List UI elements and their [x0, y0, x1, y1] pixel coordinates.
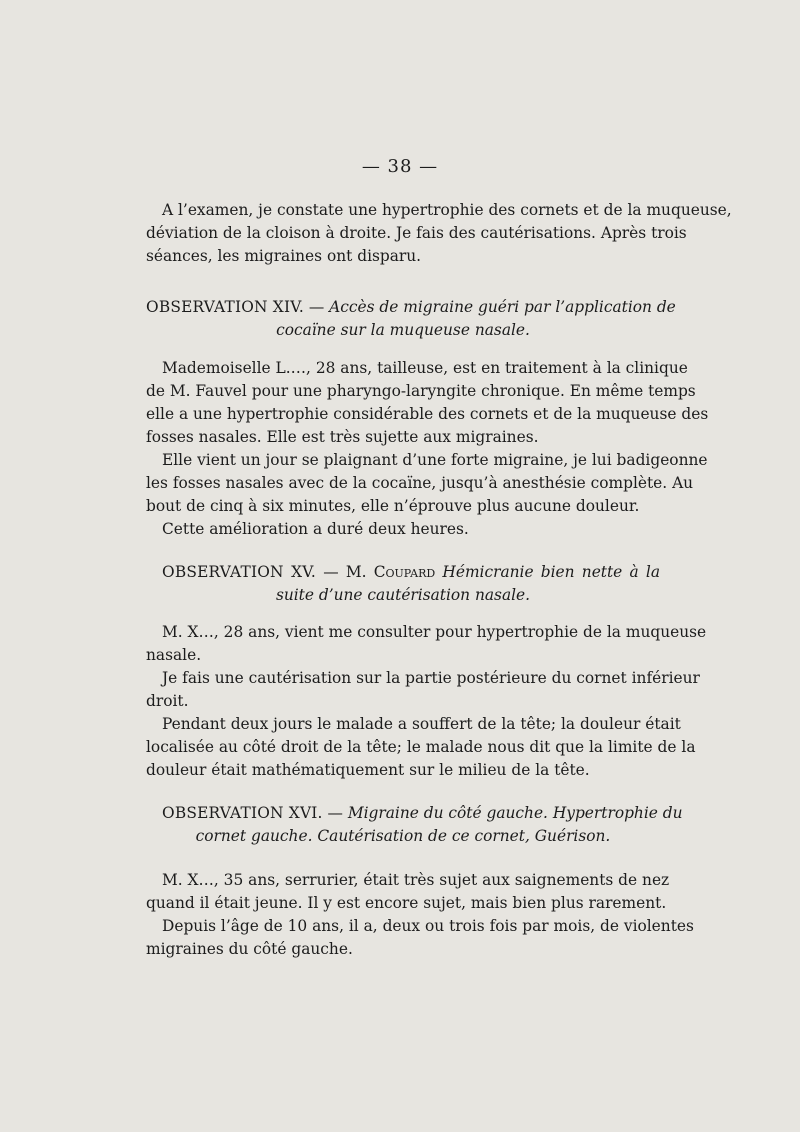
observation-16-heading — [146, 802, 683, 848]
text-line: Elle vient un jour se plaignant d’une forte migraine, je lui badigeonne — [162, 451, 708, 469]
text-line: droit. — [146, 692, 189, 710]
observation-title: Accès de migraine guéri par l’application de — [329, 298, 676, 316]
text-line: M. X…, 35 ans, serrurier, était très sujet aux saignements de nez — [162, 871, 670, 889]
text-line: les fosses nasales avec de la cocaïne, jusqu’à anesthésie complète. Au — [146, 474, 694, 492]
intro-paragraph — [146, 199, 732, 268]
text-line: nasale. — [146, 646, 202, 664]
text-line: Depuis l’âge de 10 ans, il a, deux ou trois fois par mois, de violentes — [162, 917, 694, 935]
text-line: fosses nasales. Elle est très sujette aux migraines. — [146, 428, 539, 446]
text-line: Mademoiselle L.…, 28 ans, tailleuse, est en traitement à la clinique — [162, 359, 688, 377]
text-line: elle a une hypertrophie considérable des cornets et de la muqueuse des — [146, 405, 709, 423]
text-line: A l’examen, je constate une hypertrophie des cornets et de la muqueuse, — [162, 201, 732, 219]
heading-dash: — — [303, 298, 330, 316]
text-line: bout de cinq à six minutes, elle n’éprouve plus aucune douleur. — [146, 497, 640, 515]
observation-16-body — [146, 869, 694, 961]
observation-title-continued: suite d’une cautérisation nasale. — [275, 586, 531, 604]
text-line: Cette amélioration a duré deux heures. — [162, 520, 469, 538]
heading-line — [146, 561, 660, 584]
text-line: Je fais une cautérisation sur la partie postérieure du cornet inférieur — [162, 669, 700, 687]
text-line: quand il était jeune. Il y est encore sujet, mais bien plus rarement. — [146, 894, 667, 912]
text-line: déviation de la cloison à droite. Je fais des cautérisations. Après trois — [146, 224, 687, 242]
observation-title-continued: cornet gauche. Cautérisation de ce cornet, Guérison. — [195, 827, 611, 845]
text-line: séances, les migraines ont disparu. — [146, 247, 422, 265]
observation-15-body — [146, 621, 707, 782]
page-number: — 38 — — [361, 156, 439, 177]
text-line: de M. Fauvel pour une pharyngo-laryngite chronique. En même temps — [146, 382, 696, 400]
observation-14-heading — [146, 296, 676, 342]
heading-line — [146, 802, 683, 825]
observation-title: Hémicranie bien nette à la — [442, 563, 660, 581]
observation-title: Migraine du côté gauche. Hypertrophie du — [347, 804, 683, 822]
observation-14-body — [146, 357, 709, 541]
text-line: M. X…, 28 ans, vient me consulter pour hypertrophie de la muqueuse — [162, 623, 707, 641]
observation-author: — M. Coupard — [316, 563, 443, 581]
observation-title-continued: cocaïne sur la muqueuse nasale. — [276, 321, 530, 339]
text-line: migraines du côté gauche. — [146, 940, 353, 958]
text-line: localisée au côté droit de la tête; le malade nous dit que la limite de la — [146, 738, 696, 756]
text-line: Pendant deux jours le malade a souffert de la tête; la douleur était — [162, 715, 681, 733]
observation-label: OBSERVATION XIV. — [146, 298, 304, 316]
text-line: douleur était mathématiquement sur le milieu de la tête. — [146, 761, 590, 779]
observation-label: OBSERVATION XVI. — [162, 804, 323, 822]
heading-dash: — — [322, 804, 348, 822]
observation-label: OBSERVATION XV. — [162, 563, 317, 581]
heading-line — [146, 296, 676, 319]
observation-15-heading — [146, 561, 660, 607]
